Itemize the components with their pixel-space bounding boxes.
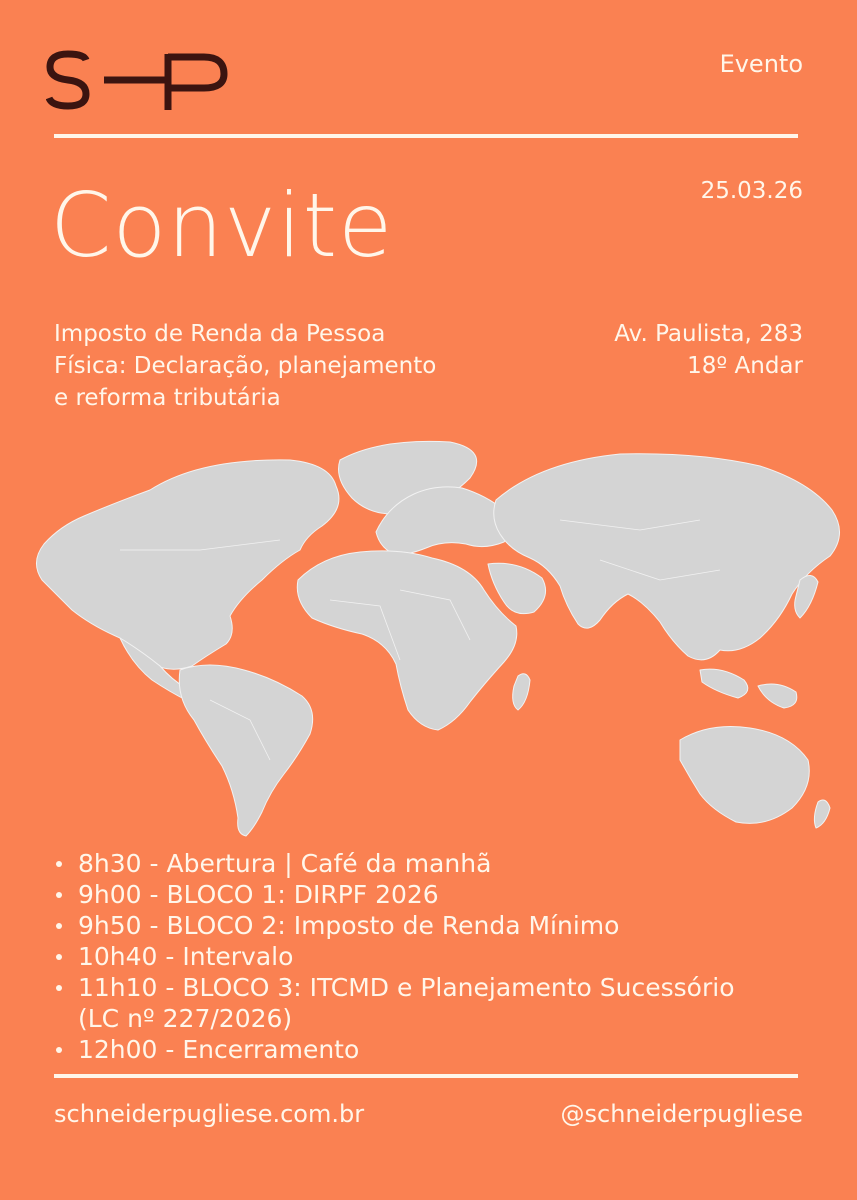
subtitle-line: e reforma tributária — [54, 385, 281, 412]
event-address — [614, 318, 803, 382]
social-handle[interactable]: @schneiderpugliese — [560, 1100, 803, 1128]
agenda-item-text: 9h00 - BLOCO 1: DIRPF 2026 — [78, 880, 439, 909]
bottom-divider — [54, 1074, 798, 1078]
event-date: 25.03.26 — [700, 178, 803, 204]
agenda-item-text: 12h00 - Encerramento — [78, 1035, 360, 1064]
list-item — [54, 910, 814, 941]
list-item — [54, 879, 814, 910]
list-item — [54, 972, 814, 1034]
agenda-item-text: (LC nº 227/2026) — [78, 1004, 293, 1033]
top-divider — [54, 134, 798, 138]
list-item — [54, 1034, 814, 1065]
subtitle-line: Imposto de Renda da Pessoa — [54, 321, 386, 347]
list-item — [54, 941, 814, 972]
address-line: 18º Andar — [687, 353, 803, 380]
address-line: Av. Paulista, 283 — [614, 321, 803, 347]
agenda-item-text: 9h50 - BLOCO 2: Imposto de Renda Mínimo — [78, 911, 620, 940]
agenda-list — [54, 848, 814, 1065]
website-link[interactable]: schneiderpugliese.com.br — [54, 1100, 365, 1128]
subtitle-line: Física: Declaração, planejamento — [54, 353, 437, 380]
list-item — [54, 848, 814, 879]
event-tag: Evento — [719, 50, 803, 78]
sp-logo-icon — [46, 50, 228, 110]
event-subtitle — [54, 318, 524, 415]
agenda-item-text: 11h10 - BLOCO 3: ITCMD e Planejamento Sucessório — [78, 973, 735, 1002]
world-map-icon — [0, 430, 857, 840]
page-title: Convite — [50, 174, 394, 277]
agenda-item-text: 10h40 - Intervalo — [78, 942, 294, 971]
agenda-item-text: 8h30 - Abertura | Café da manhã — [78, 849, 492, 878]
